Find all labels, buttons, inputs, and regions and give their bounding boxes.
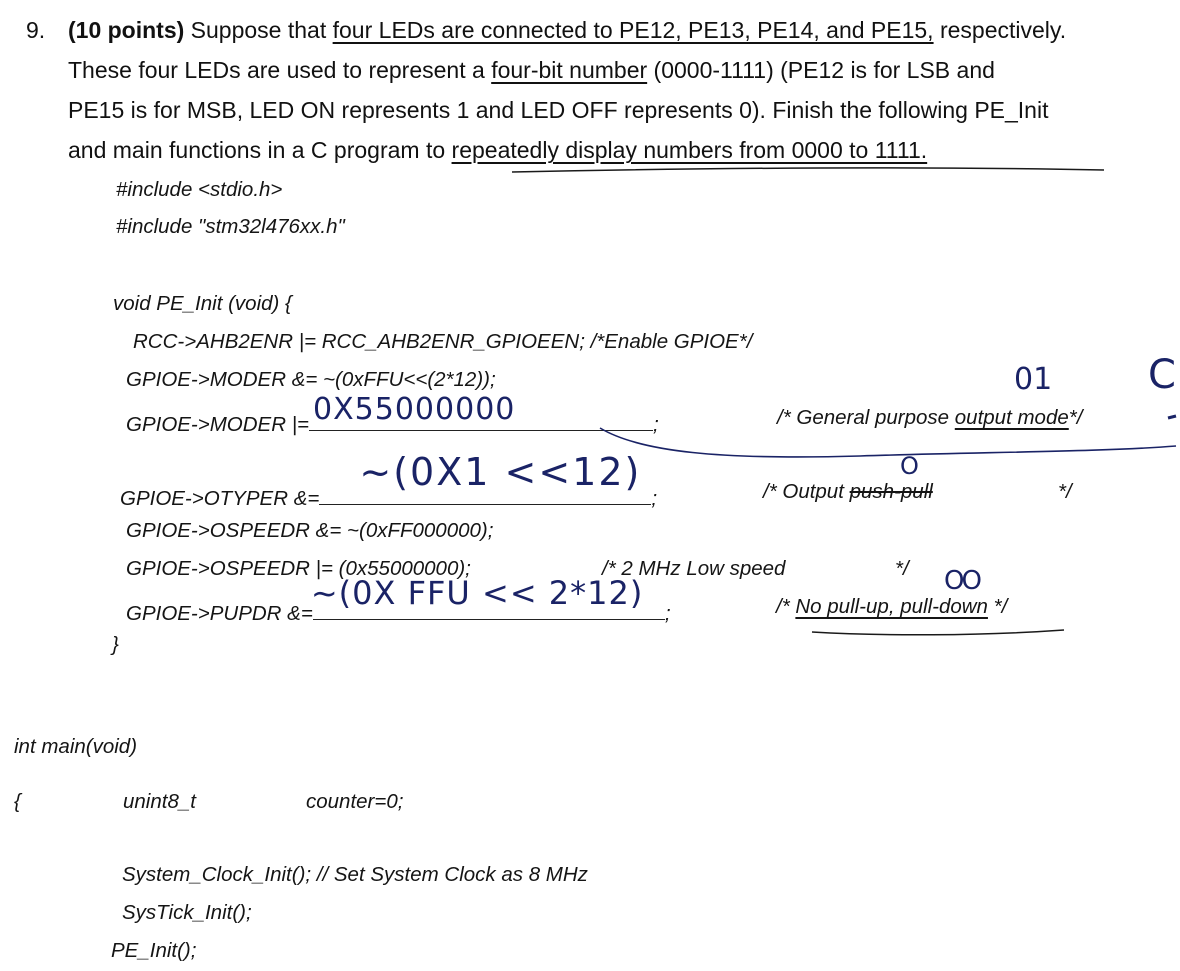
ospeedr-comment: /* 2 MHz Low speed	[602, 557, 786, 580]
counter-declaration: counter=0;	[306, 790, 404, 813]
pe-init-signature: void PE_Init (void) {	[113, 292, 292, 315]
ospeedr-clear-line: GPIOE->OSPEEDR &= ~(0xFF000000);	[126, 519, 494, 542]
pupdr-semicolon: ;	[664, 602, 671, 625]
points-label: (10 points)	[68, 17, 185, 43]
pen-tick-margin	[1168, 416, 1176, 418]
q2-pre: These four LEDs are used to represent a	[68, 57, 492, 83]
pupdr-comment-post: */	[987, 595, 1008, 618]
pen-underline-pupdr	[812, 630, 1064, 635]
include-stm32: #include "stm32l476xx.h"	[116, 215, 345, 238]
otyper-answer-blank	[319, 450, 651, 505]
q4-pre: and main functions in a C program to	[68, 137, 452, 163]
moder-handwritten-value: 0X55000000	[313, 392, 516, 427]
otyper-comment-pre: /* Output	[763, 480, 850, 503]
moder-answer-blank	[309, 392, 653, 431]
otyper-comment-end: */	[1058, 480, 1072, 503]
main-signature: int main(void)	[14, 735, 138, 758]
pen-swoop-moder	[600, 428, 1176, 457]
handwritten-00-mark: OO	[944, 566, 979, 596]
pupdr-comment	[776, 595, 1007, 619]
ospeedr-comment-end: */	[895, 557, 909, 580]
moder-comment-post: */	[1068, 406, 1083, 429]
moder-comment	[777, 406, 1082, 430]
q2-post: (0000-1111) (PE12 is for LSB and	[647, 57, 995, 83]
pupdr-answer-blank	[310, 574, 665, 620]
question-line-1	[68, 16, 1066, 44]
moder-set-code: GPIOE->MODER |=	[126, 413, 310, 436]
include-stdio: #include <stdio.h>	[116, 178, 283, 201]
moder-comment-pre: /* General purpose	[777, 406, 955, 429]
question-line-4	[68, 136, 927, 164]
pupdr-handwritten-value: ~(0X FFU << 2*12)	[310, 574, 644, 612]
pupdr-code: GPIOE->PUPDR &=	[126, 602, 313, 625]
otyper-semicolon: ;	[651, 487, 658, 510]
counter-type: unint8_t	[123, 790, 196, 813]
handwritten-zero-mark: O	[900, 452, 919, 480]
systick-init-line: SysTick_Init();	[122, 901, 252, 924]
handwritten-c-mark: C	[1148, 352, 1176, 398]
moder-set-line	[126, 392, 659, 437]
otyper-comment-struck: push-pull	[849, 480, 933, 503]
handwritten-01-mark: 01	[1014, 362, 1053, 397]
q1-post: respectively.	[933, 17, 1067, 43]
q1-underlined: four LEDs are connected to PE12, PE13, PE14, and PE15,	[332, 17, 934, 43]
moder-set-semicolon: ;	[653, 413, 659, 436]
main-open-brace: {	[14, 790, 21, 813]
moder-comment-underlined: output mode	[954, 406, 1069, 429]
question-number: 9.	[26, 17, 46, 43]
pupdr-comment-underlined: No pull-up, pull-down	[795, 595, 988, 618]
pe-init-close-brace: }	[112, 633, 119, 656]
otyper-code: GPIOE->OTYPER &=	[120, 487, 320, 510]
otyper-handwritten-value: ~(0X1 <<12)	[359, 450, 642, 494]
q2-underlined: four-bit number	[491, 57, 648, 83]
q4-underlined: repeatedly display numbers from 0000 to 1111.	[451, 137, 928, 163]
question-line-3: PE15 is for MSB, LED ON represents 1 and LED OFF represents 0). Finish the following PE_Init	[68, 97, 1049, 123]
system-clock-init-line: System_Clock_Init(); // Set System Clock as 8 MHz	[122, 863, 588, 886]
q1-pre: Suppose that	[190, 17, 333, 43]
otyper-comment	[763, 480, 933, 504]
pupdr-line	[126, 574, 671, 626]
pupdr-comment-pre: /*	[776, 595, 796, 618]
pe-init-call-line: PE_Init();	[111, 939, 197, 962]
rcc-enable-line: RCC->AHB2ENR |= RCC_AHB2ENR_GPIOEEN; /*Enable GPIOE*/	[133, 330, 753, 353]
moder-clear-line: GPIOE->MODER &= ~(0xFFU<<(2*12));	[126, 368, 496, 391]
pen-underline-question	[512, 168, 1104, 172]
otyper-line	[120, 450, 658, 511]
question-line-2	[68, 56, 995, 84]
ospeedr-set-line: GPIOE->OSPEEDR |= (0x55000000);	[126, 557, 471, 580]
